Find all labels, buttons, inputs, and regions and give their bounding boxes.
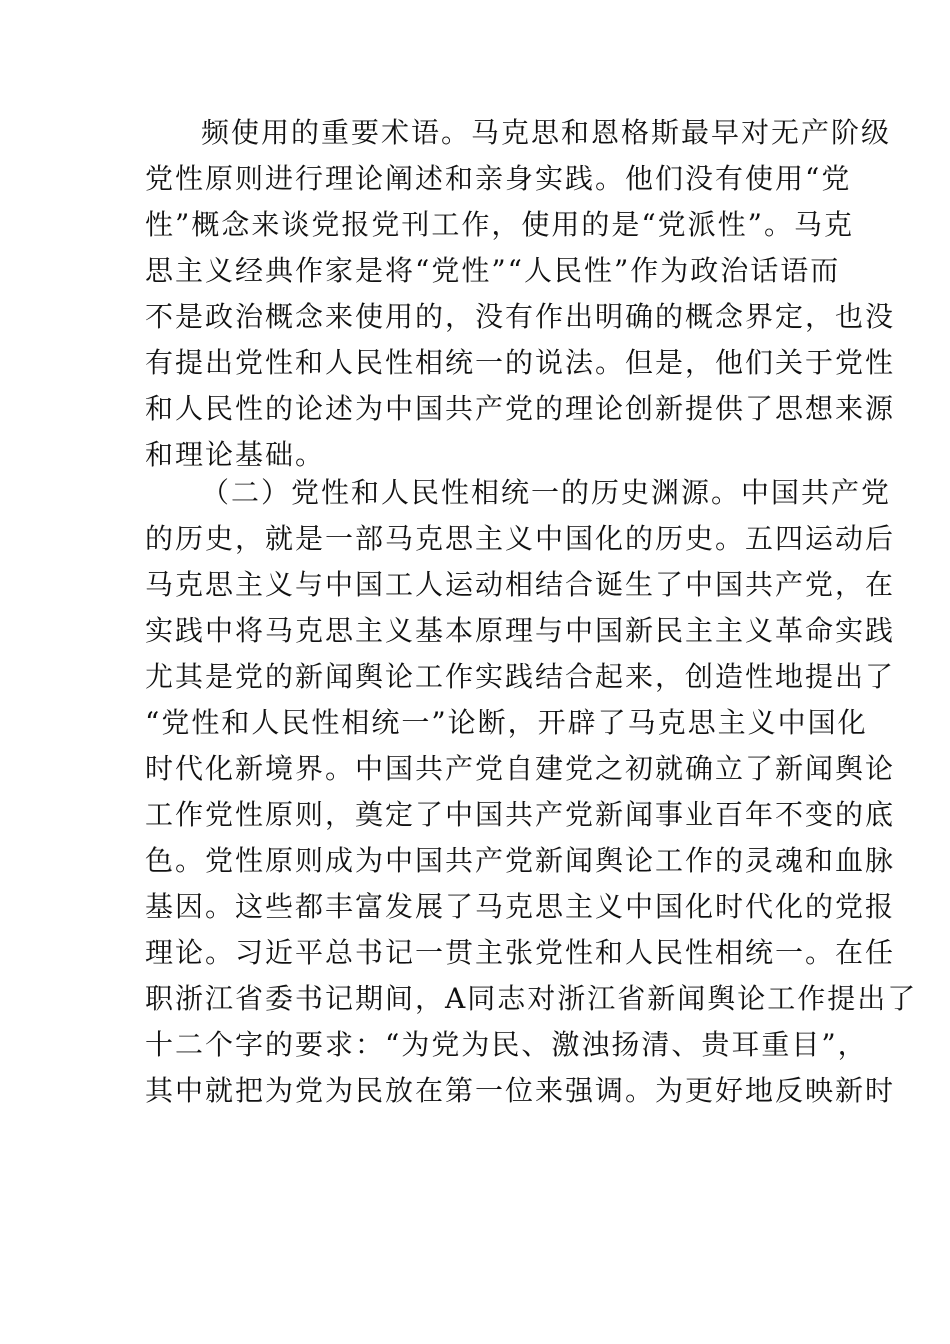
paragraph-line: 实践中将马克思主义基本原理与中国新民主主义革命实践 [145,614,896,647]
paragraph-line: 其中就把为党为民放在第一位来强调。为更好地反映新时 [145,1074,896,1107]
paragraph-line: 尤其是党的新闻舆论工作实践结合起来，创造性地提出了 [145,660,896,693]
paragraph-line: 马克思主义与中国工人运动相结合诞生了中国共产党，在 [145,568,896,601]
paragraph-line: 有提出党性和人民性相统一的说法。但是，他们关于党性 [145,346,896,379]
paragraph-line: 频使用的重要术语。马克思和恩格斯最早对无产阶级 [201,116,892,149]
paragraph-line: 党性原则进行理论阐述和亲身实践。他们没有使用“党 [145,162,852,195]
paragraph-line: 不是政治概念来使用的，没有作出明确的概念界定，也没 [145,300,896,333]
paragraph-line: 性”概念来谈党报党刊工作，使用的是“党派性”。马克 [145,208,854,241]
paragraph-line: 基因。这些都丰富发展了马克思主义中国化时代化的党报 [145,890,896,923]
paragraph-line: 思主义经典作家是将“党性”“人民性”作为政治话语而 [145,254,841,287]
paragraph-line: 十二个字的要求：“为党为民、激浊扬清、贵耳重目”， [145,1028,868,1061]
paragraph-line: 理论。习近平总书记一贯主张党性和人民性相统一。在任 [145,936,896,969]
paragraph-line: 时代化新境界。中国共产党自建党之初就确立了新闻舆论 [145,752,896,785]
paragraph-line: 工作党性原则，奠定了中国共产党新闻事业百年不变的底 [145,798,896,831]
paragraph-line: 色。党性原则成为中国共产党新闻舆论工作的灵魂和血脉 [145,844,896,877]
paragraph-line: 和人民性的论述为中国共产党的理论创新提供了思想来源 [145,392,896,425]
section-heading-line: （二）党性和人民性相统一的历史渊源。中国共产党 [201,476,892,509]
paragraph-line: 的历史，就是一部马克思主义中国化的历史。五四运动后 [145,522,896,555]
paragraph-1 [145,110,896,478]
paragraph-2 [145,470,918,1114]
paragraph-line: “党性和人民性相统一”论断，开辟了马克思主义中国化 [145,706,868,739]
paragraph-line: 职浙江省委书记期间，A同志对浙江省新闻舆论工作提出了 [145,982,918,1015]
paragraph-line: 和理论基础。 [145,438,326,471]
